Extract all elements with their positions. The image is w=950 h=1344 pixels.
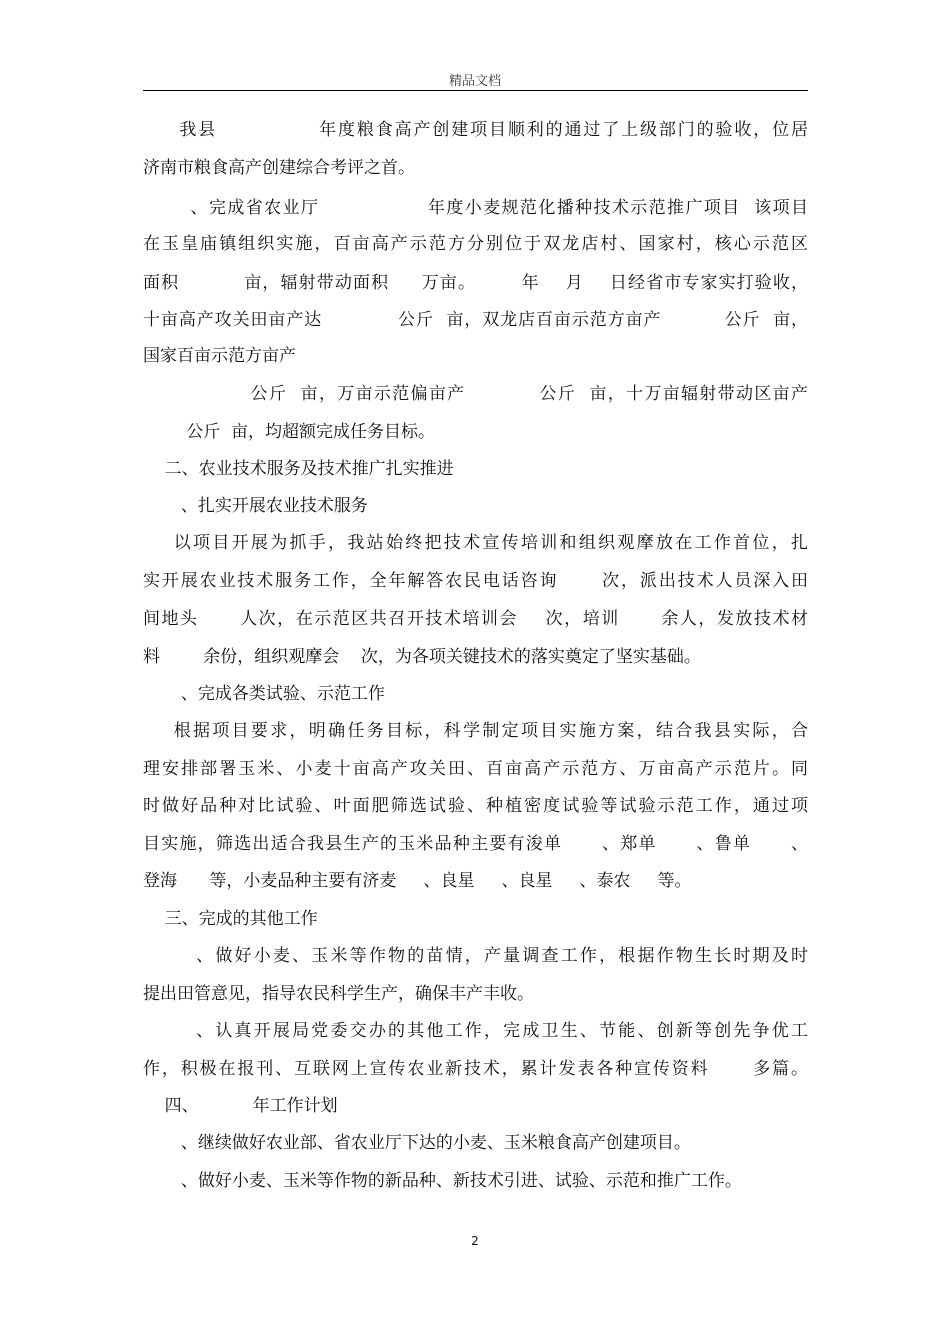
text-line: 十亩高产攻关田亩产达 公斤 亩，双龙店百亩示范方亩产 公斤 亩， — [143, 310, 808, 330]
text-line: 面积 亩，辐射带动面积 万亩。 年 月 日经省市专家实打验收， — [143, 273, 808, 293]
text-line: 料 余份，组织观摩会 次，为各项关键技术的落实奠定了坚实基础。 — [143, 647, 701, 667]
subsection-heading: 、完成各类试验、示范工作 — [143, 684, 385, 704]
header-rule — [143, 90, 808, 91]
text-line: 以项目开展为抓手，我站始终把技术宣传培训和组织观摩放在工作首位，扎 — [143, 533, 808, 553]
text-line: 根据项目要求，明确任务目标，科学制定项目实施方案，结合我县实际，合 — [143, 721, 808, 741]
text-line: 间地头 人次，在示范区共召开技术培训会 次，培训 余人，发放技术材 — [143, 609, 808, 629]
text-line: 目实施，筛选出适合我县生产的玉米品种主要有浚单 、郑单 、鲁单 、 — [143, 834, 808, 854]
text-line: 在玉皇庙镇组织实施，百亩高产示范方分别位于双龙店村、国家村，核心示范区 — [143, 234, 808, 254]
page-header: 精品文档 — [448, 74, 501, 89]
text-line: 公斤 亩，均超额完成任务目标。 — [143, 422, 436, 442]
text-line: 时做好品种对比试验、叶面肥筛选试验、种植密度试验等试验示范工作，通过项 — [143, 796, 808, 816]
text-line: 、做好小麦、玉米等作物的苗情，产量调查工作，根据作物生长时期及时 — [143, 946, 808, 966]
text-line: 提出田管意见，指导农民科学生产，确保丰产丰收。 — [143, 984, 534, 1004]
text-line: 登海 等，小麦品种主要有济麦 、良星 、良星 、泰农 等。 — [143, 871, 692, 891]
text-line: 作，积极在报刊、互联网上宣传农业新技术，累计发表各种宣传资料 多篇。 — [143, 1059, 808, 1079]
text-line: 、完成省农业厅 年度小麦规范化播种技术示范推广项目 该项目 — [143, 198, 808, 218]
text-line: 理安排部署玉米、小麦十亩高产攻关田、百亩高产示范方、万亩高产示范片。同 — [143, 759, 808, 779]
section-heading: 二、农业技术服务及技术推广扎实推进 — [143, 459, 454, 479]
text-line: 、做好小麦、玉米等作物的新品种、新技术引进、试验、示范和推广工作。 — [143, 1171, 742, 1191]
section-heading: 四、 年工作计划 — [143, 1096, 338, 1116]
text-line: 、继续做好农业部、省农业厅下达的小麦、玉米粮食高产创建项目。 — [143, 1133, 691, 1153]
text-line: 、认真开展局党委交办的其他工作，完成卫生、节能、创新等创先争优工 — [143, 1021, 808, 1041]
subsection-heading: 、扎实开展农业技术服务 — [143, 496, 368, 516]
text-line: 实开展农业技术服务工作，全年解答农民电话咨询 次，派出技术人员深入田 — [143, 571, 808, 591]
page-number: 2 — [471, 1234, 479, 1248]
text-line: 我县 年度粮食高产创建项目顺利的通过了上级部门的验收，位居 — [143, 120, 808, 140]
text-line: 国家百亩示范方亩产 — [143, 346, 296, 366]
text-line: 公斤 亩，万亩示范偏亩产 公斤 亩，十万亩辐射带动区亩产 — [143, 384, 808, 404]
section-heading: 三、完成的其他工作 — [143, 909, 318, 929]
text-line: 济南市粮食高产创建综合考评之首。 — [143, 158, 415, 178]
